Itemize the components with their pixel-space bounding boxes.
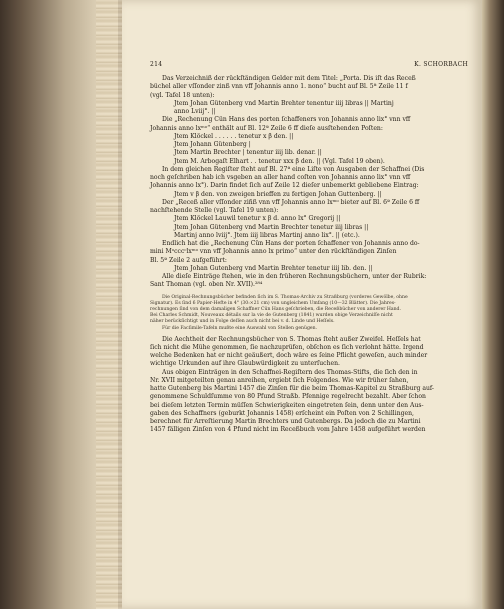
text-line: Johannis anno lxᵐᵒ“ enthält auf Bl. 12ª Zeile 6 ff dieſe ausſtehenden Poſten: <box>150 124 383 132</box>
footnote <box>150 295 468 332</box>
footnote-line: näher berückſichtigt und in Folge deſſen auch nicht bei v. d. Linde und Heſſels. <box>150 319 335 325</box>
quote-line: Jtem v β den. von zweigen brieffen zu fertigen Johan Guttenberg. || <box>174 190 382 198</box>
text-line: ſich nicht die Mühe genommen, ſie nachzuprüfen, obſchon es ſich verlohnt hätte. Irgend <box>150 343 424 351</box>
quote-line: Jtem Klöckel . . . . . . tenetur x β den. || <box>174 132 294 140</box>
quote-line: Jtem M. Arbogaſt Elhart . . tenetur xxx β den. || (Vgl. Tafel 19 oben). <box>174 157 385 165</box>
quote-line: Jtem Johan Gutenberg vnd Martin Brehter tenetur iiij lib. den. || <box>174 264 373 272</box>
text-line: Nr. XVII mitgeteilten genau anreihen, ergiebt ſich Folgendes. Wie wir früher ſahen, <box>150 376 409 384</box>
quote-line: Jtem Johann Gütenberg | <box>174 141 251 148</box>
text-line: bei dieſem letzten Termin müſſen Schwierigkeiten eingetreten ſein, denn unter den Aus- <box>150 401 424 409</box>
footnote-line: Die Original-Rechnungsbücher befinden ſich im S. Thomas-Archiv zu Straßburg (vorderes Gewölbe, ohne <box>162 294 408 300</box>
text-line: Das Verzeichniß der rückſtändigen Gelder mit dem Titel: „Porta. Dis iſt das Receß <box>162 75 416 82</box>
book-spine <box>482 0 504 609</box>
text-line: welche Bedenken hat er nicht geäußert, doch wäre es ſeine Pflicht geweſen, auch minder <box>150 352 428 360</box>
footnote-line: rechnungen ſind von dem damaligen Schaffner Cün Hans geſchrieben, die Receßbücher von anderer Hand. <box>150 306 401 312</box>
text-line: nachſtehende Stelle (vgl. Tafel 19 unten): <box>150 207 279 214</box>
quote-line: Jtem Johan Gütenberg vnd Martin Brehter tenentur iiij libras || Martinj <box>174 99 394 107</box>
text-line: Johannis anno lx°). Darin findet ſich auf Zeile 12 dieſer unbemerkt gebliebene Eintrag: <box>150 182 419 190</box>
text-line: Aus obigen Einträgen in den Schaffnei-Regiſtern des Thomas-Stifts, die ſich den in <box>162 368 418 376</box>
text-line: 1457 fälligen Zinſen von 4 Pfund nicht im Receßbuch vom Jahre 1458 aufgeführt werden <box>150 426 426 434</box>
footnote-line: Signatur). Es ſind 6 Papier-Hefte in 4° (30:×21 cm) von ungleichem Umfang (10—32 Blätter). Die Jahres- <box>150 300 396 306</box>
quote-line: Jtem Martin Brechter | tenentur iiij lib. denar. || <box>174 149 322 157</box>
quote-line: Martinj anno lviij°. Jtem iiij libras Martinj anno lix°. || (etc.). <box>174 231 360 239</box>
quote-line: anno Lviij°. || <box>174 108 216 115</box>
text-line: berechnet für Arreſtierung Martin Brechters und Gutenbergs. Da jedoch die zu Martini <box>150 418 421 426</box>
text-line: Endlich hat die „Rechenung Cün Hans der porten ſchaffener von Johannis anno do- <box>162 240 420 247</box>
text-line: Alle dieſe Einträge ſtehen, wie in den früheren Rechnungsbüchern, unter der Rubrik: <box>162 273 427 280</box>
page-body <box>150 75 468 435</box>
book-page <box>122 0 482 609</box>
running-title: K. SCHORBACH <box>414 61 468 68</box>
text-line: Sant Thoman (vgl. oben Nr. XVII).²⁸⁴ <box>150 281 263 289</box>
text-line: büchel aller vſſonder zinß vnn vff Johannis anno 1. nono“ bucht auf Bl. 5ª Zeile 11 f <box>150 83 408 91</box>
quote-line: Jtem Johan Gütenberg vnd Martin Brechter tenetur iiij libras || <box>174 223 369 231</box>
footnote-line: Für die Facſimile-Tafeln mußte eine Auswahl von Stellen genügen. <box>162 325 318 331</box>
text-line: hatte Gutenberg bis Martini 1457 die Zinſen für die beim Thomas-Kapitel zu Straßburg auf- <box>150 385 434 393</box>
text-line: Bl. 5ª Zeile 2 aufgeführt: <box>150 256 227 264</box>
quote-line: Jtem Klöckel Lauwil tenetur x β d. anno lx° Gregorij || <box>174 215 341 223</box>
text-line: noch geſchriben hab ich vsgeben an aller hand coſten von Johannis anno lix° vnn vff <box>150 174 411 181</box>
text-line: mini Mᵒcccᶜlxᵐᵒ vnn vff Johannis anno lx primo“ unter den rückſtändigen Zinſen <box>150 248 397 256</box>
text-line: In dem gleichen Regiſter ſteht auf Bl. 27ª eine Liſte von Ausgaben der Schaffnei (Dis <box>162 165 425 173</box>
text-line: gaben des Schaffners (geburkt Johannis 1458) erſcheint ein Poſten von 2 Schillingen, <box>150 409 414 417</box>
text-line: Die „Rechenung Cün Hans des porten ſchaffeners von Johannis anno lix° vnn vff <box>162 116 411 124</box>
text-line: (vgl. Tafel 18 unten): <box>150 91 215 99</box>
text-line: Die Aechtheit der Rechnungsbücher von S. Thomas ſteht außer Zweifel. Heſſels hat <box>162 335 421 343</box>
text-line: wichtige Urkunden auf ihre Glaubwürdigkeit zu unterſuchen. <box>150 360 340 368</box>
text-line: Der „Receß aller vſſonder ziñß vnn vff Johannis anno lxᵐᵒ bieter auf Bl. 6ª Zeile 6 ff <box>162 198 420 206</box>
page-number: 214 <box>150 61 163 68</box>
footnote-line: Bei Charles Schmidt, Nouveaux détails sur la vie de Gutenberg (1841) wurden obige Verzeichniſſe nicht <box>150 313 393 319</box>
page-header <box>150 61 468 68</box>
text-line: genommene Schuldſumme von 80 Pfund Straßb. Pfennige regelrecht bezahlt. Aber ſchon <box>150 393 426 401</box>
